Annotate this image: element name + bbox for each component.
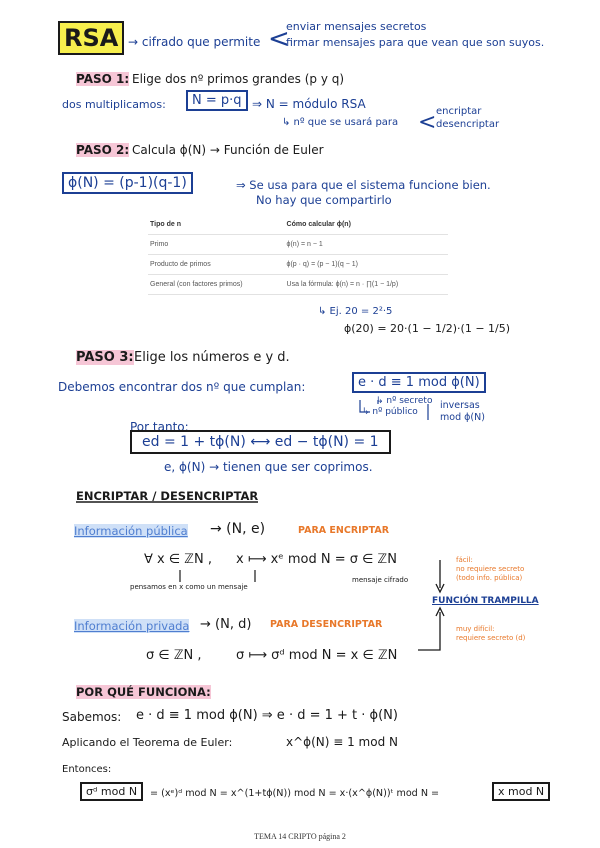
- priv-para: PARA DESENCRIPTAR: [270, 619, 383, 630]
- table-cell: Primo: [148, 235, 285, 255]
- map-encrypt: x ⟼ xᵉ mod N = σ ∈ ℤN: [236, 552, 397, 567]
- paso1-mult: dos multiplicamos:: [62, 98, 166, 111]
- table-cell: ϕ(n) = n − 1: [285, 235, 448, 255]
- dificil-2: requiere secreto (d): [456, 634, 526, 642]
- table-header: Tipo de n: [148, 215, 285, 235]
- paso2-note-1: ⇒ Se usa para que el sistema funcione bien.: [236, 178, 491, 192]
- table-header-row: [148, 215, 448, 235]
- priv-label: Información privada: [74, 619, 190, 633]
- paso3-label: PASO 3:: [76, 350, 134, 365]
- table-cell: Producto de primos: [148, 255, 285, 275]
- rsa-desc: → cifrado que permite: [128, 35, 261, 49]
- pub-label: Información pública: [74, 524, 188, 538]
- portanto-eq: ed = 1 + tϕ(N) ⟷ ed − tϕ(N) = 1: [130, 434, 391, 450]
- facil-3: (todo info. pública): [456, 574, 523, 582]
- portanto-label: Por tanto:: [130, 420, 189, 434]
- paso1-desencriptar: desencriptar: [436, 119, 500, 130]
- table-row: [148, 275, 448, 295]
- final-b: = (xᵉ)ᵈ mod N = x^(1+tϕ(N)) mod N = x·(x^ϕ(N))ᵗ mod N =: [150, 788, 440, 799]
- paso1-formula: N = p·q: [186, 93, 248, 108]
- paso2-label: PASO 2:: [76, 143, 130, 157]
- trampilla-label: FUNCIÓN TRAMPILLA: [432, 596, 539, 606]
- table-cell: ϕ(p · q) = (p − 1)(q − 1): [285, 255, 448, 275]
- sigma-text: σ ∈ ℤN ,: [146, 648, 202, 663]
- facil-1: fácil:: [456, 556, 473, 564]
- table-row: [148, 255, 448, 275]
- example-line-1: ↳ Ej. 20 = 2²·5: [318, 306, 393, 317]
- sabemos-label: Sabemos:: [62, 710, 122, 724]
- facil-2: no requiere secreto: [456, 565, 525, 573]
- paso3-secreto: ↳ nº secreto: [376, 396, 433, 406]
- table-header: Cómo calcular ϕ(n): [285, 215, 448, 235]
- final-a: σᵈ mod N: [80, 785, 143, 798]
- porque-title: POR QUÉ FUNCIONA:: [76, 685, 211, 699]
- pensamos-note: pensamos en x como un mensaje: [130, 583, 248, 591]
- pub-para: PARA ENCRIPTAR: [298, 525, 390, 536]
- priv-pair: → (N, d): [200, 617, 252, 632]
- paso3-formula: e · d ≡ 1 mod ϕ(N): [352, 375, 486, 390]
- forall-text: ∀ x ∈ ℤN ,: [144, 552, 212, 567]
- page-footer: TEMA 14 CRIPTO página 2: [254, 832, 346, 841]
- final-c: x mod N: [492, 785, 550, 798]
- euler-eq: x^ϕ(N) ≡ 1 mod N: [286, 735, 398, 749]
- paso1-label: PASO 1:: [76, 72, 130, 86]
- map-decrypt: σ ⟼ σᵈ mod N = x ∈ ℤN: [236, 648, 398, 663]
- table-cell: Usa la fórmula: ϕ(n) = n · ∏(1 − 1/p): [285, 275, 448, 295]
- mensaje-note: mensaje cifrado: [352, 576, 409, 584]
- rsa-option-1: enviar mensajes secretos: [286, 20, 427, 33]
- encdec-title: ENCRIPTAR / DESENCRIPTAR: [76, 489, 259, 503]
- pub-pair: → (N, e): [210, 521, 266, 537]
- euler-table: [148, 215, 448, 295]
- paso1-brace: <: [418, 110, 437, 135]
- paso3-publico: ↳ nº público: [362, 407, 418, 417]
- paso3-text: Elige los números e y d.: [134, 350, 290, 365]
- aplicando-label: Aplicando el Teorema de Euler:: [62, 736, 233, 749]
- example-line-2: ϕ(20) = 20·(1 − 1/2)·(1 − 1/5): [344, 322, 511, 335]
- rsa-title: RSA: [58, 24, 124, 52]
- coprime-note: e, ϕ(N) → tienen que ser coprimos.: [164, 460, 373, 474]
- table-cell: General (con factores primos): [148, 275, 285, 295]
- paso2-formula: ϕ(N) = (p-1)(q-1): [62, 175, 193, 191]
- paso1-encriptar: encriptar: [436, 106, 482, 117]
- paso3-mod: mod ϕ(N): [440, 412, 485, 423]
- paso3-need: Debemos encontrar dos nº que cumplan:: [58, 380, 306, 394]
- entonces-label: Entonces:: [62, 764, 112, 775]
- table-row: [148, 235, 448, 255]
- paso2-note-2: No hay que compartirlo: [256, 193, 392, 207]
- paso2-text: Calcula ϕ(N) → Función de Euler: [132, 143, 324, 157]
- dificil-1: muy difícil:: [456, 625, 495, 633]
- paso1-arrow: ⇒ N = módulo RSA: [252, 97, 366, 111]
- paso1-text: Elige dos nº primos grandes (p y q): [132, 72, 345, 86]
- paso1-sub: ↳ nº que se usará para: [282, 117, 399, 128]
- sabemos-eq: e · d ≡ 1 mod ϕ(N) ⇒ e · d = 1 + t · ϕ(N): [136, 708, 398, 723]
- rsa-option-2: firmar mensajes para que vean que son suyos.: [286, 36, 545, 49]
- rsa-brace: <: [268, 24, 290, 54]
- paso3-inversas: inversas: [440, 400, 480, 411]
